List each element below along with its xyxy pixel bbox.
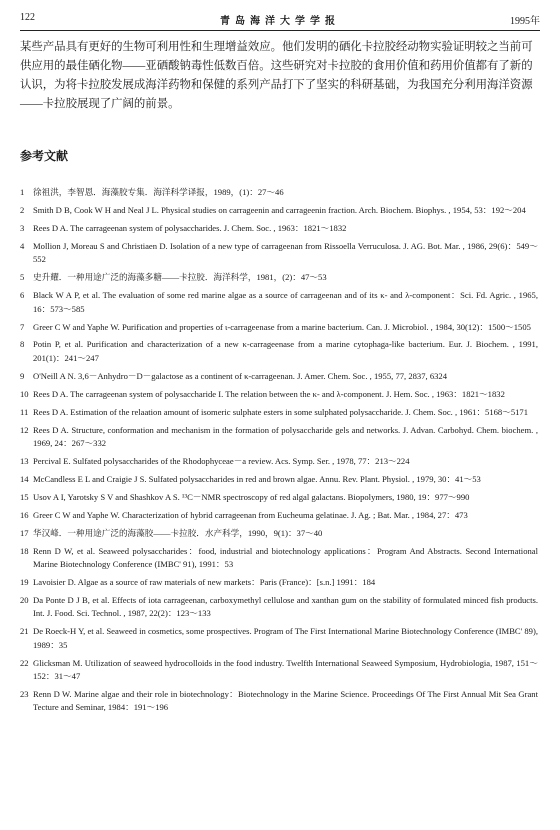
reference-text: Rees D A. Structure, conformation and mechanism in the formation of polysaccharide gels and networks. J. Advan. Carbohyd. Chem. biochem. , 1969, 24：267～332 bbox=[33, 424, 538, 449]
reference-item bbox=[20, 424, 538, 451]
reference-number: 2 bbox=[20, 204, 25, 215]
reference-text: Usov A I, Yarotsky S V and Shashkov A S. ¹³C－NMR spectroscopy of red algal galactans. Biopolymers, 1980, 19：977～990 bbox=[33, 491, 470, 502]
reference-number: 21 bbox=[20, 626, 29, 637]
reference-text: Rees D A. The carrageenan system of polysaccharides. J. Chem. Soc. , 1963：1821～1832 bbox=[33, 222, 347, 233]
reference-number: 22 bbox=[20, 657, 29, 668]
reference-number: 12 bbox=[20, 424, 29, 435]
reference-number: 7 bbox=[20, 321, 25, 332]
reference-item bbox=[20, 186, 538, 199]
reference-text: Rees D A. The carrageenan system of polysaccharide I. The relation between the κ- and λ-component. J. Hem. Soc. , 1963：1821～1832 bbox=[33, 388, 505, 399]
reference-text: 史升耀．一种用途广泛的海藻多糖——卡拉胶．海洋科学，1981，(2)：47～53 bbox=[33, 272, 327, 283]
journal-title: 青岛海洋大学学报 bbox=[220, 16, 340, 27]
reference-item bbox=[20, 370, 538, 383]
reference-text: De Roeck-H Y, et al. Seaweed in cosmetics, some prospectives. Program of The First International Marine Biotechnology Conference (IMBC' 89), 1989：35 bbox=[33, 626, 538, 650]
reference-item bbox=[20, 527, 538, 540]
reference-text: McCandless E L and Craigie J S. Sulfated polysaccharides in red and brown algae. Annu. Rev. Plant. Physiol. , 1979, 30：41～53 bbox=[33, 473, 481, 484]
reference-item bbox=[20, 222, 538, 235]
reference-item bbox=[20, 491, 538, 504]
reference-item bbox=[20, 240, 538, 267]
reference-text: 华汉峰．一种用途广泛的海藻胶——卡拉胶．水产科学，1990，9(1)：37～40 bbox=[33, 527, 323, 538]
reference-item bbox=[20, 271, 538, 284]
reference-number: 1 bbox=[20, 187, 25, 197]
reference-item bbox=[20, 321, 538, 334]
reference-item bbox=[20, 388, 538, 401]
header-rule bbox=[20, 30, 540, 31]
reference-item bbox=[20, 594, 538, 621]
page-number: 122 bbox=[20, 12, 35, 23]
reference-number: 6 bbox=[20, 290, 25, 301]
reference-number: 17 bbox=[20, 527, 29, 538]
reference-number: 11 bbox=[20, 406, 29, 417]
reference-item bbox=[20, 625, 538, 652]
reference-item bbox=[20, 455, 538, 468]
reference-number: 23 bbox=[20, 689, 29, 700]
reference-text: Mollion J, Moreau S and Christiaen D. Isolation of a new type of carrageenan from Rissoella Verruculosa. J. AG. Bot. Mar. , 1986, 29(6)：549～552 bbox=[33, 240, 538, 265]
reference-number: 5 bbox=[20, 272, 25, 283]
references-heading: 参考文献 bbox=[20, 149, 69, 163]
reference-number: 19 bbox=[20, 577, 29, 588]
reference-number: 10 bbox=[20, 388, 29, 399]
reference-text: Lavoisier D. Algae as a source of raw materials of new markets：Paris (France)：[s.n.] 1991：184 bbox=[33, 577, 376, 588]
reference-item bbox=[20, 509, 538, 522]
reference-item bbox=[20, 473, 538, 486]
reference-item bbox=[20, 576, 538, 589]
reference-item bbox=[20, 204, 538, 217]
reference-list bbox=[20, 186, 538, 719]
reference-text: Smith D B, Cook W H and Neal J L. Physical studies on carrageenin and carrageenin fraction. Arch. Biochem. Biophys. , 1954, 53：192～204 bbox=[33, 204, 526, 215]
reference-text: Da Ponte D J B, et al. Effects of iota carrageenan, carboxymethyl cellulose and xanthan gum on the stability of formulated minced fish products. Int. J. Food. Sci. Technol. , 1987, 22(2)：123～133 bbox=[33, 595, 538, 619]
reference-item bbox=[20, 688, 538, 715]
reference-text: Potin P, et al. Purification and characterization of a new κ-carrageenase from a marine cytophaga-like bacterium. Eur. J. Biochem. , 1991, 201(1)：241～247 bbox=[33, 339, 538, 363]
body-text-block bbox=[20, 38, 540, 114]
reference-number: 15 bbox=[20, 491, 29, 502]
reference-number: 18 bbox=[20, 545, 29, 556]
reference-item bbox=[20, 545, 538, 572]
publication-year: 1995年 bbox=[510, 16, 540, 27]
reference-number: 4 bbox=[20, 240, 25, 251]
reference-text: Black W A P, et al. The evaluation of some red marine algae as a source of carrageenan and of its κ- and λ-component：Sci. Fd. Agric. , 1965, 16：573～585 bbox=[33, 290, 538, 314]
reference-text: Glicksman M. Utilization of seaweed hydrocolloids in the food industry. Twelfth International Seaweed Symposium, Hydrobiologia, 1987, 151～152：31～47 bbox=[33, 657, 538, 682]
reference-number: 9 bbox=[20, 370, 25, 381]
reference-text: O'Neill A N. 3,6－Anhydro－D－galactose as a continent of κ-carrageenan. J. Amer. Chem. Soc. , 1955, 77, 2837, 6324 bbox=[33, 370, 448, 381]
reference-item bbox=[20, 657, 538, 684]
reference-text: 徐祖洪，李智恩．海藻胶专集．海洋科学译报，1989，(1)：27～46 bbox=[33, 187, 284, 197]
reference-text: Percival E. Sulfated polysaccharides of the Rhodophyceae－a review. Acs. Symp. Ser. , 1978, 77：213～224 bbox=[33, 456, 410, 466]
reference-text: Greer C W and Yaphe W. Purification and properties of ι-carrageenase from a marine bacterium. Can. J. Microbiol. , 1984, 30(12)：1500～1505 bbox=[33, 321, 531, 332]
reference-item bbox=[20, 289, 538, 316]
body-paragraph: 某些产品具有更好的生物可利用性和生理增益效应。他们发明的硒化卡拉胶经动物实验证明较之当前可供应用的最佳硒化物——亚硒酸钠毒性低数百倍。这些研究对卡拉胶的食用价值和药用价值都有了新的认识，为将卡拉胶发展成海洋药物和保健的系列产品打下了坚实的科研基础，为我国充分利用海洋资源——卡拉胶展现了广阔的前景。 bbox=[20, 41, 533, 110]
reference-number: 14 bbox=[20, 473, 29, 484]
reference-text: Renn D W, et al. Seaweed polysaccharides：food, industrial and biotechnology applications：Program And Abstracts. Second International Marine Biotechnology Conference (IMBC' 91), 1991：53 bbox=[33, 545, 538, 570]
reference-number: 8 bbox=[20, 339, 25, 350]
reference-number: 3 bbox=[20, 222, 25, 233]
page-header bbox=[20, 12, 540, 28]
reference-number: 20 bbox=[20, 595, 29, 606]
reference-item bbox=[20, 406, 538, 419]
reference-text: Rees D A. Estimation of the relaation amount of isomeric sulphate esters in some sulphated polysaccharide. J. Chem. Soc. , 1961：5168～5171 bbox=[33, 406, 529, 417]
reference-number: 13 bbox=[20, 456, 29, 466]
reference-text: Renn D W. Marine algae and their role in biotechnology：Biotechnology in the Marine Science. Proceedings Of The First Annual Mit Sea Grant Tecture and Seminar, 1984：191～196 bbox=[33, 689, 538, 713]
reference-item bbox=[20, 338, 538, 365]
reference-number: 16 bbox=[20, 509, 29, 520]
reference-text: Greer C W and Yaphe W. Characterization of hybrid carrageenan from Eucheuma gelatinae. J. Ag. ; Bat. Mar. , 1984, 27：473 bbox=[33, 509, 468, 520]
